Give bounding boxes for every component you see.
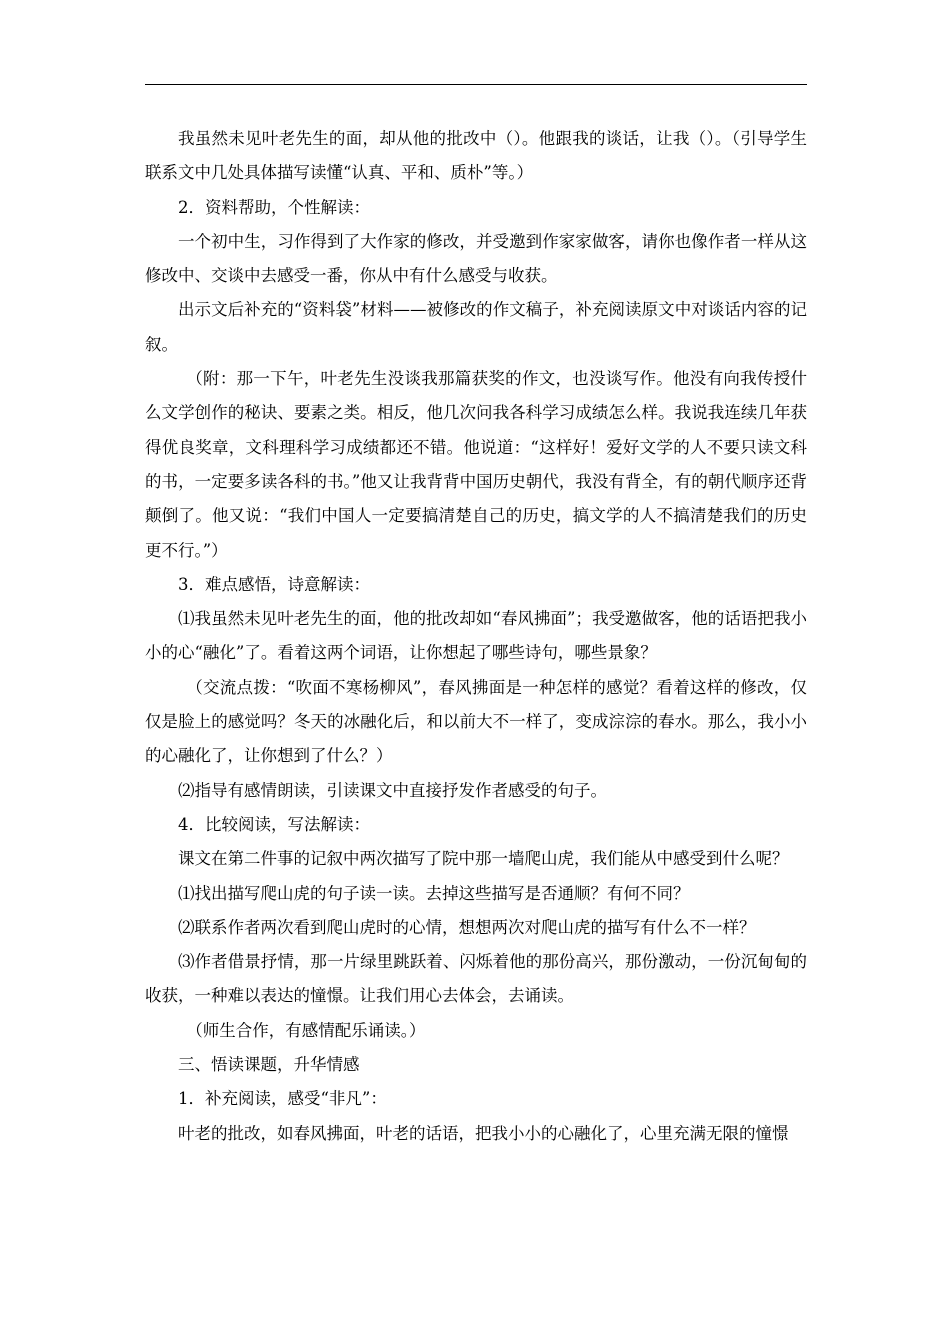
paragraph-item-1: ⑴我虽然未见叶老先生的面，他的批改却如“春风拂面”；我受邀做客，他的话语把我小小的心“融化”了。看着这两个词语，让你想起了哪些诗句，哪些景象？	[145, 609, 807, 663]
section-heading-1: 1．补充阅读，感受“非凡”：	[178, 1089, 387, 1109]
section-heading-part-3: 三、悟读课题，升华情感	[178, 1055, 360, 1075]
paragraph-1: 我虽然未见叶老先生的面，却从他的批改中（）。他跟我的谈话，让我（）。（引导学生联系文中几处具体描写读懂“认真、平和、质朴”等。）	[145, 129, 807, 183]
discussion-note: （交流点拨：“吹面不寒杨柳风”，春风拂面是一种怎样的感觉？看着这样的修改，仅仅是脸上的感觉吗？冬天的冰融化后，和以前大不一样了，变成淙淙的春水。那么，我小小的心融化了，让你想到了什么？）	[145, 677, 807, 766]
paragraph-4: 出示文后补充的“资料袋”材料——被修改的作文稿子，补充阅读原文中对谈话内容的记叙。	[145, 300, 807, 354]
section-heading-3: 3．难点感悟，诗意解读：	[178, 574, 370, 594]
paragraph-18: 叶老的批改，如春风拂面，叶老的话语，把我小小的心融化了，心里充满无限的憧憬	[178, 1123, 789, 1143]
section-heading-2: 2．资料帮助，个性解读：	[178, 197, 370, 217]
reading-note: （师生合作，有感情配乐诵读。）	[186, 1020, 426, 1040]
paragraph-item-4: ⑵联系作者两次看到爬山虎时的心情，想想两次对爬山虎的描写有什么不一样？	[178, 917, 756, 937]
paragraph-11: 课文在第二件事的记叙中两次描写了院中那一墙爬山虎，我们能从中感受到什么呢？	[178, 849, 789, 869]
header-rule	[145, 84, 807, 85]
paragraph-item-2: ⑵指导有感情朗读，引读课文中直接抒发作者感受的句子。	[178, 780, 607, 800]
document-body	[145, 122, 807, 1151]
paragraph-item-5: ⑶作者借景抒情，那一片绿里跳跃着、闪烁着他的那份高兴，那份激动，一份沉甸甸的收获，一种难以表达的憧憬。让我们用心去体会，去诵读。	[145, 952, 807, 1006]
paragraph-3: 一个初中生，习作得到了大作家的修改，并受邀到作家家做客，请你也像作者一样从这修改中、交谈中去感受一番，你从中有什么感受与收获。	[145, 231, 807, 286]
paragraph-item-3: ⑴找出描写爬山虎的句子读一读。去掉这些描写是否通顺？有何不同？	[178, 883, 690, 903]
appendix-paragraph: （附：那一下午，叶老先生没谈我那篇获奖的作文，也没谈写作。他没有向我传授什么文学创作的秘诀、要素之类。相反，他几次问我各科学习成绩怎么样。我说我连续几年获得优良奖章，文科理科学习成绩都还不错。他说道：“这样好！爱好文学的人不要只读文科的书，一定要多读各科的书。”他又让我背背中国历史朝代，我没有背全，有的朝代顺序还背颠倒了。他又说：“我们中国人一定要搞清楚自己的历史，搞文学的人不搞清楚我们的历史更不行。”）	[145, 369, 807, 560]
section-heading-4: 4．比较阅读，写法解读：	[178, 814, 370, 834]
